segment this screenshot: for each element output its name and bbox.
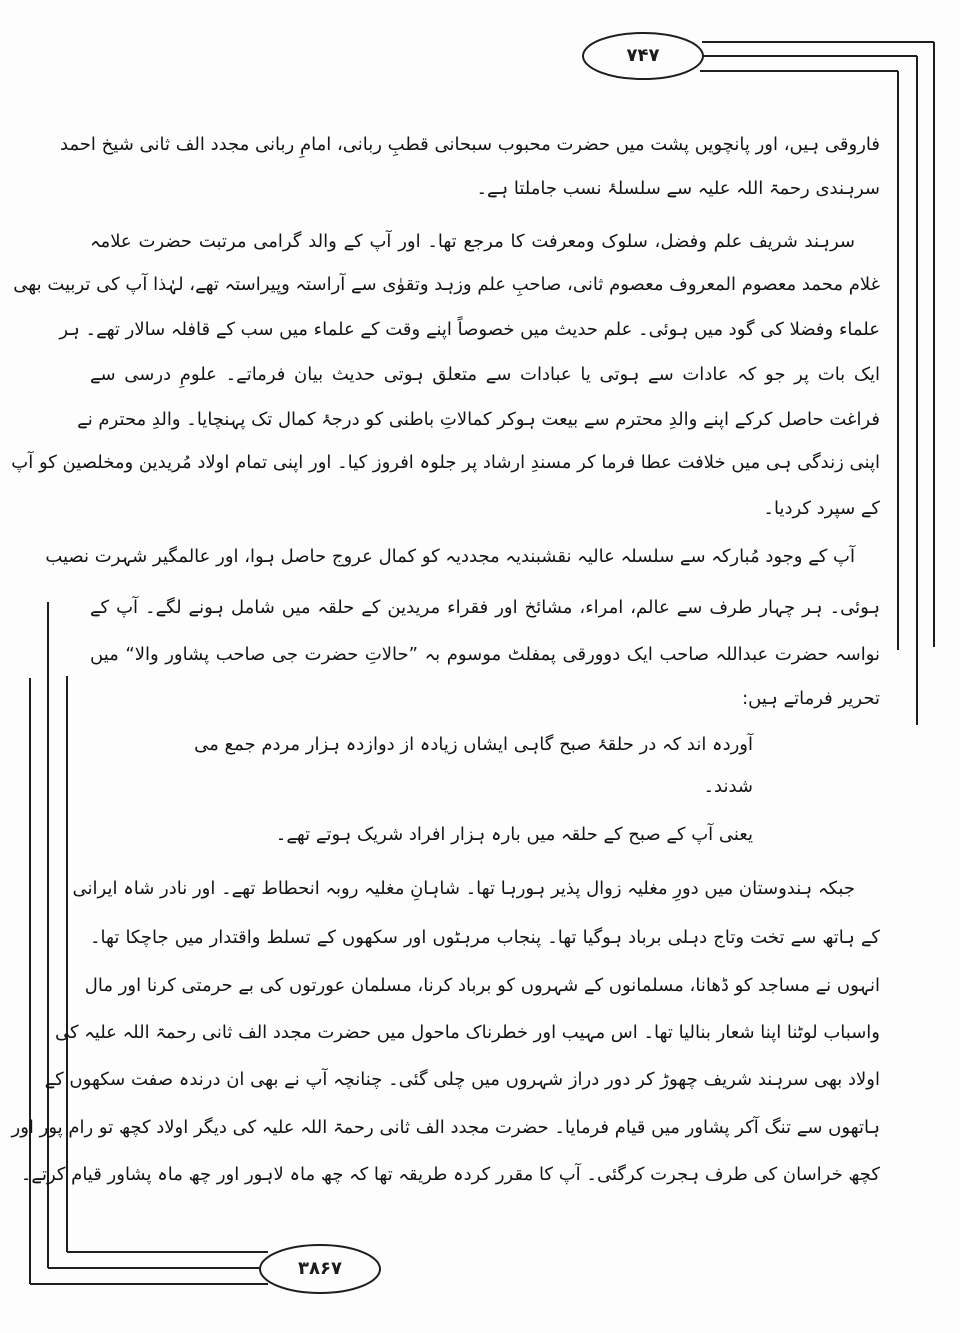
text-line: آپ کے وجود مُبارکہ سے سلسلہ عالیہ نقشبندیہ مجددیہ کو کمال عروج حاصل ہوا، اور عالمگیر شہرت نصیب [45,546,855,568]
text-line: فاروقی ہیں، اور پانچویں پشت میں حضرت محبوب سبحانی قطبِ ربانی، امامِ ربانی مجدد الف ثانی شیخ احمد [59,134,880,155]
text-line: کے سپرد کردیا۔ [763,497,880,519]
quote-line: شدند۔ [703,776,753,798]
page-number-bottom: ۳۸۶۷ [298,1258,342,1279]
text-line: اپنی زندگی ہی میں خلافت عطا فرما کر مسندِ ارشاد پر جلوہ افروز کیا۔ اور اپنی تمام اولاد مُریدین ومخلصین کو آپ [11,451,880,473]
text-line: اولاد بھی سرہند شریف چھوڑ کر دور دراز شہروں میں چلی گئی۔ چنانچہ آپ نے بھی ان درندہ صفت سکھوں کے [44,1069,880,1091]
text-line: فراغت حاصل کرکے اپنے والدِ محترم سے بیعت ہوکر کمالاتِ باطنی کو درجۂ کمال تک پہنچایا۔ والدِ محترم نے [77,408,880,430]
text-line: ایک بات پر جو کہ عادات سے ہوتی یا عبادات سے متعلق ہوتی حدیث بیان فرماتے۔ علومِ درسی سے [90,363,880,385]
text-line: جبکہ ہندوستان میں دورِ مغلیہ زوال پذیر ہورہا تھا۔ شاہانِ مغلیہ روبہ انحطاط تھے۔ اور نادر شاہ ایرانی [72,877,855,899]
text-line: کچھ خراسان کی طرف ہجرت کرگئی۔ آپ کا مقرر کردہ طریقہ تھا کہ چھ ماہ لاہور اور چھ ماہ پشاور قیام کرتے۔ [20,1164,880,1185]
quote-translation: یعنی آپ کے صبح کے حلقہ میں بارہ ہزار افراد شریک ہوتے تھے۔ [275,823,753,845]
text-line: نواسہ حضرت عبداللہ صاحب ایک دوورقی پمفلٹ موسوم بہ ”حالاتِ حضرت جی صاحب پشاور والا“ میں [90,644,880,666]
text-line: ہاتھوں سے تنگ آکر پشاور میں قیام فرمایا۔ حضرت مجدد الف ثانی رحمۃ اللہ علیہ کی دیگر اولاد کچھ تو رام پور اور [11,1116,880,1138]
text-line: سرہندی رحمۃ اللہ علیہ سے سلسلۂ نسب جاملتا ہے۔ [476,177,880,199]
page-number-top: ۷۴۷ [626,45,660,66]
text-line: واسباب لوٹنا اپنا شعار بنالیا تھا۔ اس مہیب اور خطرناک ماحول میں حضرت مجدد الف ثانی رحمۃ اللہ علیہ کی [54,1022,880,1043]
quote-line: آوردہ اند کہ در حلقۂ صبح گاہی ایشاں زیادہ از دوازدہ ہزار مردم جمع می [194,733,753,755]
text-line: کے ہاتھ سے تخت وتاج دہلی برباد ہوگیا تھا۔ پنجاب مرہٹوں اور سکھوں کے تسلط واقتدار میں جاچکا تھا۔ [90,927,880,949]
text-line: ہوئی۔ ہر چہار طرف سے عالم، امراء، مشائخ اور فقراء مریدین کے حلقہ میں شامل ہونے لگے۔ آپ کے [90,597,880,619]
text-line: علماء وفضلا کی گود میں ہوئی۔ علم حدیث میں خصوصاً اپنے وقت کے علماء میں سب کے قافلہ سالار تھے۔ ہر [59,318,880,340]
text-line: غلام محمد معصوم المعروف معصوم ثانی، صاحبِ علم وزہد وتقوٰی سے آراستہ وپیراستہ تھے، لہٰذا آپ کی تربیت بھی [13,273,880,295]
text-line: سرہند شریف علم وفضل، سلوک ومعرفت کا مرجع تھا۔ اور آپ کے والد گرامی مرتبت حضرت علامہ [90,230,855,252]
text-line: انہوں نے مساجد کو ڈھانا، مسلمانوں کے شہروں کو برباد کرنا، مسلمان عورتوں کی بے حرمتی کرنا اور مال [84,974,880,996]
text-line: تحریر فرماتے ہیں: [742,688,880,710]
